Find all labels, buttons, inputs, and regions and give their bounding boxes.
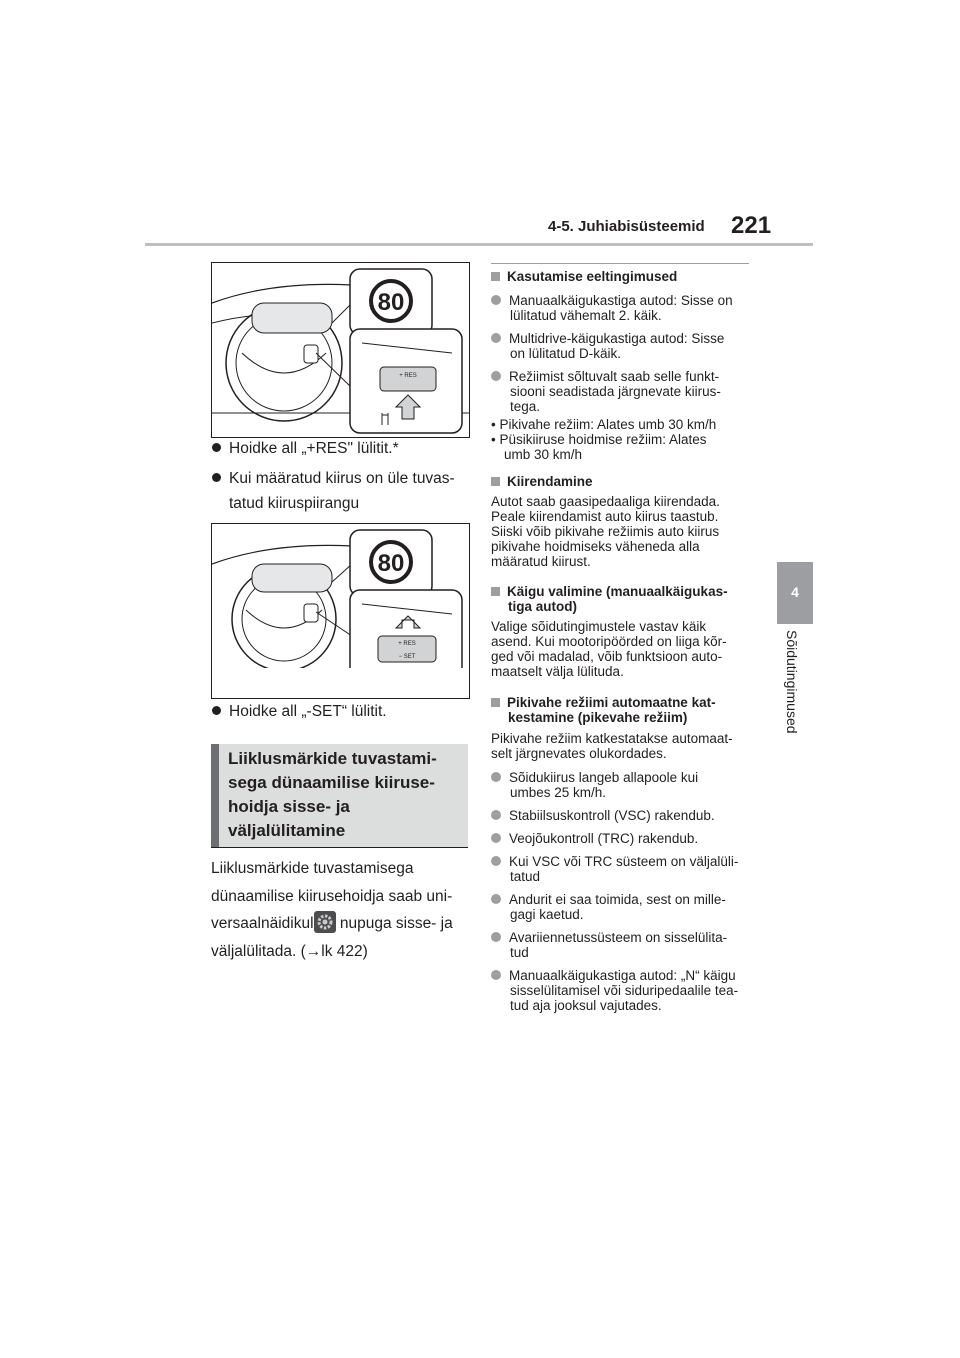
bullet-icon <box>491 810 501 820</box>
cancel-vsc-trc-off: Kui VSC või TRC süsteem on väljalüli- tatud <box>491 854 749 884</box>
paragraph-acceleration: Autot saab gaasipedaaliga kiirendada. Peale kiirendamist auto kiirus taastub. Siiski võib pikivahe režiimis auto kiirus pikivahe hoidmiseks väheneda alla määratud kiirust. <box>491 494 720 569</box>
bullet-icon <box>212 706 221 715</box>
heading-auto-cancel: Pikivahe režiimi automaatne kat- kestamine (pikevahe režiim) <box>491 695 749 725</box>
chapter-title: Sõidutingimused <box>784 630 800 734</box>
section-heading-box <box>211 744 468 848</box>
sub-distance-mode: • Pikivahe režiim: Alates umb 30 km/h <box>491 417 717 432</box>
bullet-res-hold: Hoidke all „+RES" lülitit.* <box>212 436 468 461</box>
header-rule <box>145 243 813 246</box>
cancel-vsc: Stabiilsuskontroll (VSC) rakendub. <box>491 808 749 823</box>
cancel-sensor-covered: Andurit ei saa toimida, sest on mille- gagi kaetud. <box>491 892 749 922</box>
bullet-icon <box>491 772 501 782</box>
page-number: 221 <box>731 212 772 239</box>
steering-wheel-set-switch-illustration <box>212 524 469 668</box>
bullet-icon <box>491 856 501 866</box>
speed-sign-value: 80 <box>377 550 405 577</box>
heading-acceleration: Kiirendamine <box>491 474 749 489</box>
bullet-icon <box>212 473 221 482</box>
square-bullet-icon <box>491 587 500 596</box>
chapter-number: 4 <box>791 584 799 600</box>
bullet-icon <box>491 970 501 980</box>
cancel-neutral-clutch: Manuaalkäigukastiga autod: „N“ käigu sisselülitamisel või siduripedaalile tea- tud aja jooksul vajutades. <box>491 968 749 1013</box>
set-switch-label: − SET <box>398 654 416 660</box>
bullet-speed-over-limit: Kui määratud kiirus on üle tuvas- tatud kiiruspiirangu <box>212 466 468 516</box>
res-switch-label: + RES <box>399 373 417 379</box>
condition-multidrive: Multidrive-käigukastiga autod: Sisse on lülitatud D-käik. <box>491 331 749 361</box>
bullet-icon <box>491 894 501 904</box>
bullet-icon <box>491 932 501 942</box>
paragraph-auto-cancel: Pikivahe režiim katkestatakse automaat- selt järgnevates olukordades. <box>491 731 733 761</box>
square-bullet-icon <box>491 477 500 486</box>
chapter-tab <box>777 562 813 624</box>
heading-gear-selection: Käigu valimine (manuaalkäigukas- tiga autod) <box>491 584 749 614</box>
bullet-icon <box>491 295 501 305</box>
square-bullet-icon <box>491 272 500 281</box>
section-heading: Liiklusmärkide tuvastami- sega dünaamilise kiiruse- hoidja sisse- ja väljalülitamine <box>228 749 437 840</box>
bullet-icon <box>491 333 501 343</box>
bullet-icon <box>212 443 221 452</box>
paragraph-gear-selection: Valige sõidutingimustele vastav käik asend. Kui mootoripöörded on liiga kõr- ged või madalad, võib funktsioon auto- maatselt välja lülituda. <box>491 619 727 679</box>
square-bullet-icon <box>491 698 500 707</box>
condition-manual: Manuaalkäigukastiga autod: Sisse on lülitatud vähemalt 2. käik. <box>491 293 749 323</box>
activation-paragraph: Liiklusmärkide tuvastamisega dünaamilise kiirusehoidja saab uni- versaalnäidikul nupuga sisse- ja väljalülitada. (→lk 422) <box>211 860 453 960</box>
settings-gear-icon <box>314 911 336 933</box>
cancel-pre-collision: Avariiennetussüsteem on sisselülita- tud <box>491 930 749 960</box>
section-title: 4-5. Juhiabisüsteemid <box>548 218 705 235</box>
heading-accent-bar <box>211 744 219 847</box>
right-column-rule <box>491 263 749 264</box>
bullet-icon <box>491 371 501 381</box>
steering-wheel-res-switch-illustration <box>212 263 469 437</box>
speed-sign-value: 80 <box>377 289 405 316</box>
condition-mode-speeds: Režiimist sõltuvalt saab selle funkt- siooni seadistada järgnevate kiirus- tega. <box>491 369 749 414</box>
heading-preconditions: Kasutamise eeltingimused <box>491 269 749 284</box>
illustration-set-switch <box>211 523 470 699</box>
bullet-set-hold: Hoidke all „-SET“ lülitit. <box>212 699 468 724</box>
cancel-speed-drop: Sõidukiirus langeb allapoole kui umbes 25 km/h. <box>491 770 749 800</box>
cancel-trc: Veojõukontroll (TRC) rakendub. <box>491 831 749 846</box>
bullet-icon <box>491 833 501 843</box>
sub-constant-mode: • Püsikiiruse hoidmise režiim: Alates umb 30 km/h <box>491 432 707 462</box>
illustration-res-switch <box>211 262 470 438</box>
res-switch-label: + RES <box>398 641 416 647</box>
